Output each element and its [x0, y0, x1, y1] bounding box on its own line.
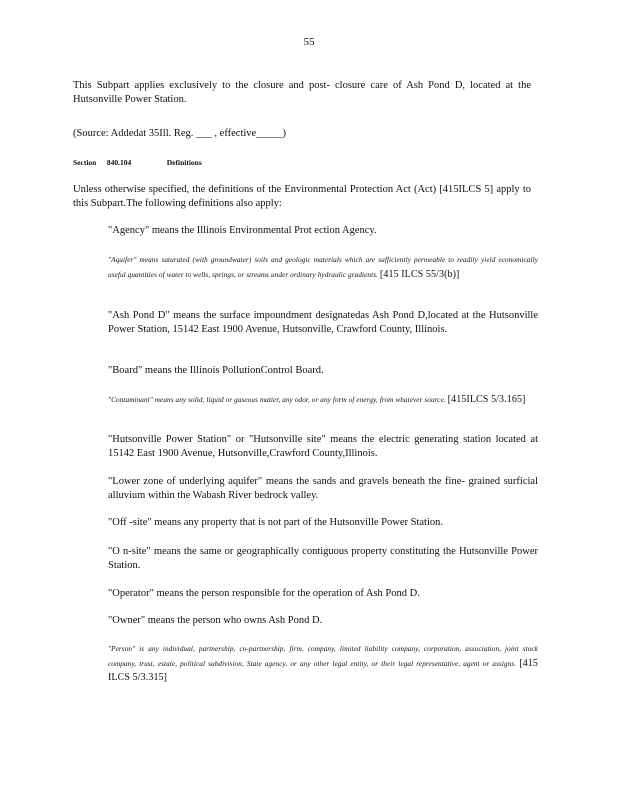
definition-on-site: "O n-site" means the same or geographically contiguous property constituting the Hutsonville Power Station.	[108, 546, 538, 571]
definition-aquifer	[108, 254, 538, 282]
definitions-intro: Unless otherwise specified, the definitions of the Environmental Protection Act (Act) [415ILCS 5] apply to this Subpart.The following definitions also apply:	[73, 184, 531, 209]
page-number: 55	[303, 36, 315, 48]
definition-owner: "Owner" means the person who owns Ash Pond D.	[108, 615, 323, 626]
section-title: Definitions	[166, 158, 202, 167]
definition-contaminant-citation: [415ILCS 5/3.165]	[447, 394, 526, 405]
definition-board: "Board" means the Illinois PollutionControl Board.	[108, 365, 324, 376]
definition-aquifer-text: "Aquifer" means saturated (with groundwater) soils and geologic materials which are sufficiently permeable to readily yield economically useful quantities of water to wells, springs, or streams under ordinary hydraulic gradients.	[108, 256, 538, 279]
section-heading	[73, 158, 202, 167]
source-note: (Source: Addedat 35Ill. Reg. ___ , effective_____)	[73, 128, 286, 139]
definition-person-text: "Person" is any individual, partnership, co-partnership, firm, company, limited liability company, corporation, association, joint stock company, trust, estate, political subdivision, State agency, or any other legal entity, or their legal representative, agent or assigns.	[108, 645, 538, 668]
definition-lower-zone: "Lower zone of underlying aquifer" means the sands and gravels beneath the fine- grained surficial alluvium within the Wabash River bedrock valley.	[108, 476, 538, 501]
definition-ash-pond-d: "Ash Pond D" means the surface impoundment designatedas Ash Pond D,located at the Hutsonville Power Station, 15142 East 1900 Avenue, Hutsonville, Crawford County, Illinois.	[108, 310, 538, 335]
definition-operator: "Operator" means the person responsible for the operation of Ash Pond D.	[108, 588, 420, 599]
definition-person-citation: [415 ILCS 5/3.315]	[108, 657, 538, 683]
definition-person	[108, 643, 538, 686]
definition-hutsonville-power-station: "Hutsonville Power Station" or "Hutsonville site" means the electric generating station located at 15142 East 1900 Avenue, Hutsonville,Crawford County,Illinois.	[108, 434, 538, 459]
section-label: Section	[73, 158, 97, 167]
definition-agency: "Agency" means the Illinois Environmental Prot ection Agency.	[108, 225, 377, 236]
definition-contaminant	[108, 393, 538, 408]
section-number: 840.104	[106, 158, 132, 167]
definition-off-site: "Off -site" means any property that is not part of the Hutsonville Power Station.	[108, 517, 443, 528]
definition-contaminant-text: "Contaminant" means any solid, liquid or gaseous matter, any odor, or any form of energy, from whatever source.	[108, 396, 446, 404]
intro-paragraph: This Subpart applies exclusively to the closure and post- closure care of Ash Pond D, located at the Hutsonville Power Station.	[73, 80, 531, 105]
definition-aquifer-citation: [415 ILCS 55/3(b)]	[379, 268, 460, 280]
